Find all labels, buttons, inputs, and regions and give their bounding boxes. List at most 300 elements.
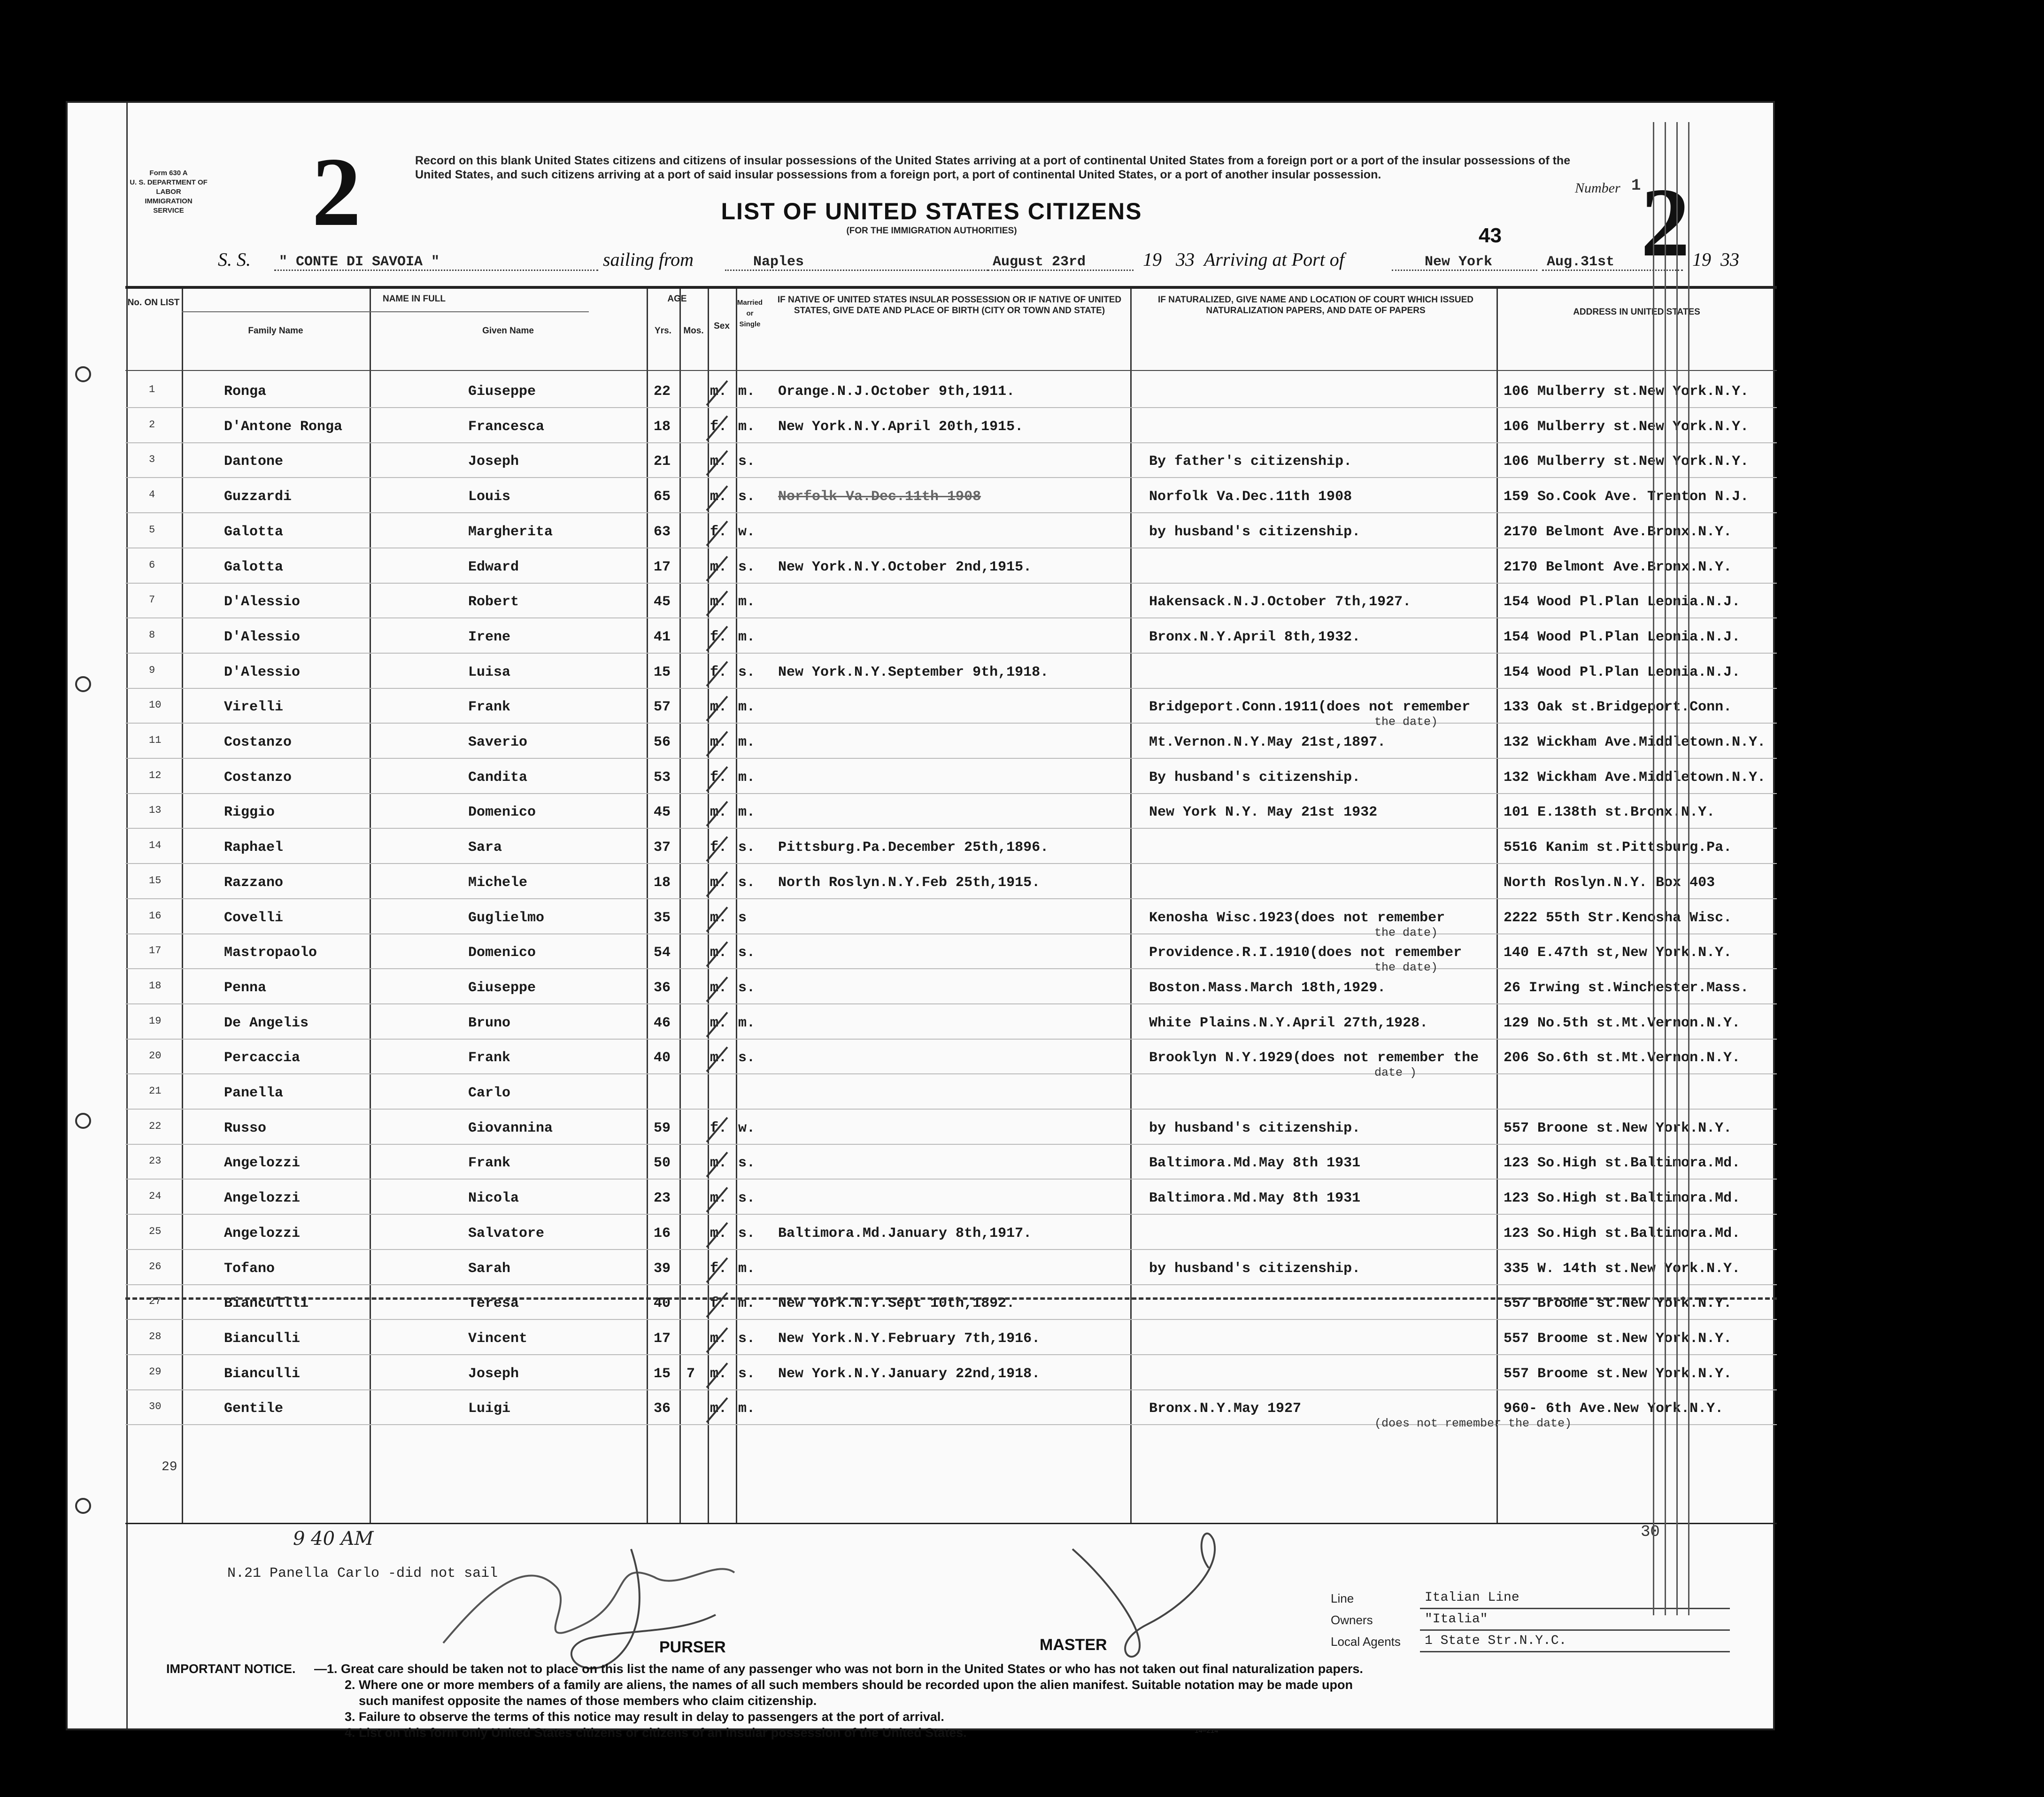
sex: m.	[710, 489, 727, 505]
family-name: Percaccia	[224, 1050, 301, 1066]
table-row	[125, 583, 1777, 618]
sex: m.	[710, 1015, 727, 1031]
notice-2: 2. Where one or more members of a family are aliens, the names of all such members should be recorded upon the alien manifest. Suitable notation may be made upon	[345, 1678, 1353, 1692]
given-name: Michele	[468, 874, 528, 891]
sex: m.	[710, 910, 727, 926]
marital-status: s.	[738, 840, 756, 856]
page-edge	[1665, 122, 1666, 1615]
sex: f.	[710, 418, 727, 435]
void-line	[125, 1297, 1777, 1300]
marital-status: m.	[738, 1296, 756, 1312]
notice-3: 3. Failure to observe the terms of this notice may result in delay to passengers at the port of arrival.	[345, 1710, 944, 1724]
family-name: Guzzardi	[224, 489, 292, 505]
notice-title: IMPORTANT NOTICE.	[166, 1662, 296, 1676]
given-name: Carlo	[468, 1085, 511, 1101]
family-name: Riggio	[224, 804, 275, 821]
naturalization: Bronx.N.Y.May 1927	[1149, 1401, 1302, 1417]
age-years: 45	[654, 594, 671, 610]
row-number: 16	[149, 910, 162, 922]
check-mark	[703, 1148, 731, 1180]
marital-status: w.	[738, 1120, 756, 1136]
sheet-code: 43	[1479, 224, 1502, 247]
check-mark	[703, 1288, 731, 1321]
row-number: 30	[149, 1401, 162, 1413]
age-years: 53	[654, 769, 671, 786]
given-name: Irene	[468, 629, 511, 645]
marital-status: m.	[738, 418, 756, 435]
given-name: Joseph	[468, 454, 519, 470]
given-name: Saverio	[468, 734, 528, 750]
form-number: Form 630 A	[149, 169, 188, 177]
table-row	[125, 1179, 1777, 1215]
check-mark	[703, 481, 731, 514]
given-name: Domenico	[468, 945, 536, 961]
family-name: Razzano	[224, 874, 284, 891]
age-years: 23	[654, 1190, 671, 1207]
address: 2222 55th Str.Kenosha Wisc.	[1504, 910, 1732, 926]
notice-2-cont: such manifest opposite the names of those members who claim citizenship.	[359, 1694, 817, 1708]
family-name: Mastropaolo	[224, 945, 317, 961]
age-years: 22	[654, 384, 671, 400]
address: 106 Mulberry st.New York.N.Y.	[1504, 384, 1749, 400]
stacked-page-edges	[1643, 122, 1700, 1615]
marital-status: s.	[738, 1050, 756, 1066]
birth-place-date: New York.N.Y.Sept 10th,1892.	[778, 1296, 1015, 1312]
table-row	[125, 1039, 1777, 1080]
table-row	[125, 408, 1777, 443]
arrival-date: Aug.31st	[1547, 254, 1615, 270]
row-number: 11	[149, 734, 162, 746]
naturalization: White Plains.N.Y.April 27th,1928.	[1149, 1015, 1428, 1031]
given-name: Sara	[468, 840, 502, 856]
family-name: Galotta	[224, 559, 284, 575]
naturalization-note: the date)	[1374, 925, 1438, 940]
check-mark	[703, 692, 731, 725]
table-row	[125, 758, 1777, 794]
row-number: 21	[149, 1085, 162, 1097]
agents-label: Local Agents	[1331, 1635, 1401, 1649]
row-number: 8	[149, 629, 155, 641]
sex: m.	[710, 734, 727, 750]
col-sex: Sex	[714, 321, 730, 331]
form-info	[129, 169, 208, 216]
row-number: 19	[149, 1015, 162, 1027]
notice-1: —1. Great care should be taken not to place on this list the name of any passenger who was not born in the United States or who has not taken out final naturalization papers.	[314, 1662, 1363, 1676]
page-edge	[1653, 122, 1654, 1615]
col-yrs: Yrs.	[655, 326, 671, 336]
birth-place-date: Norfolk Va.Dec.11th 1908	[778, 489, 981, 505]
age-years: 35	[654, 910, 671, 926]
family-name: Bianculli	[224, 1330, 301, 1347]
check-mark	[703, 727, 731, 760]
birth-place-date: Orange.N.J.October 9th,1911.	[778, 384, 1015, 400]
marital-status: s.	[738, 489, 756, 505]
passenger-table	[125, 286, 1777, 1524]
col-naturalized: IF NATURALIZED, GIVE NAME AND LOCATION OF COURT WHICH ISSUED NATURALIZATION PAPERS, AND DATE OF PAPERS	[1157, 295, 1473, 316]
birth-place-date: Pittsburg.Pa.December 25th,1896.	[778, 840, 1049, 856]
row-number: 9	[149, 664, 155, 676]
sex: f.	[710, 629, 727, 645]
naturalization: Baltimora.Md.May 8th 1931	[1149, 1190, 1361, 1207]
birth-place-date: New York.N.Y.February 7th,1916.	[778, 1330, 1041, 1347]
age-years: 56	[654, 734, 671, 750]
notice-4: 4. List on this form only United States citizens or citizens of an insular possession of the United States.	[345, 1726, 967, 1740]
given-name: Salvatore	[468, 1225, 545, 1242]
given-name: Teresa	[468, 1296, 519, 1312]
intro-text: Record on this blank United States citizens and citizens of insular possessions of the United States arriving at a port of continental United States from a foreign port or a port of the insular possessions of the United States, and such citizens arriving at a port of said insular possessions from a foreign port, a port of continental United States, or a port of another insular possession.	[415, 154, 1571, 181]
age-years: 21	[654, 454, 671, 470]
table-row	[125, 513, 1777, 548]
address: 154 Wood Pl.Plan Leonia.N.J.	[1504, 629, 1741, 645]
left-margin	[68, 103, 128, 1728]
header-subline	[182, 311, 589, 312]
table-row	[125, 1144, 1777, 1180]
naturalization: by husband's citizenship.	[1149, 1120, 1361, 1136]
given-name: Luisa	[468, 664, 511, 680]
sex: m.	[710, 979, 727, 996]
row-number: 20	[149, 1050, 162, 1062]
ss-label: S. S.	[218, 249, 251, 270]
table-row	[125, 1319, 1777, 1355]
naturalization: Kenosha Wisc.1923(does not remember	[1149, 910, 1445, 926]
did-not-sail-note: N.21 Panella Carlo -did not sail	[227, 1566, 498, 1581]
col-age: AGE	[667, 294, 687, 304]
binder-hole	[75, 366, 91, 382]
table-row	[125, 548, 1777, 584]
check-mark	[703, 1358, 731, 1391]
port-line	[1392, 270, 1537, 271]
col-address: ADDRESS IN UNITED STATES	[1573, 307, 1700, 317]
naturalization: Bronx.N.Y.April 8th,1932.	[1149, 629, 1361, 645]
row-number: 22	[149, 1120, 162, 1132]
row-number: 4	[149, 489, 155, 501]
sex: m.	[710, 454, 727, 470]
table-row	[125, 1389, 1777, 1431]
row-number: 13	[149, 804, 162, 817]
age-years: 63	[654, 524, 671, 540]
row-number: 25	[149, 1225, 162, 1237]
family-name: Angelozzi	[224, 1190, 301, 1207]
birth-place-date: New York.N.Y.April 20th,1915.	[778, 418, 1024, 435]
family-name: Dantone	[224, 454, 284, 470]
family-name: Bianculli	[224, 1365, 301, 1382]
check-mark	[703, 1253, 731, 1286]
family-name: D'Alessio	[224, 594, 301, 610]
header-bottom	[125, 370, 1777, 371]
check-mark	[703, 867, 731, 900]
page-edge	[1676, 122, 1678, 1615]
family-name: Penna	[224, 979, 267, 996]
table-row	[125, 933, 1777, 975]
row-number: 28	[149, 1330, 162, 1342]
arriving-label: Arriving at Port of	[1204, 249, 1344, 270]
age-years: 36	[654, 1401, 671, 1417]
check-mark	[703, 797, 731, 830]
year-prefix: 19	[1143, 249, 1162, 270]
address: 132 Wickham Ave.Middletown.N.Y.	[1504, 734, 1766, 750]
row-number: 27	[149, 1296, 162, 1308]
age-years: 50	[654, 1155, 671, 1172]
age-years: 15	[654, 664, 671, 680]
sex: m.	[710, 1155, 727, 1172]
row-number: 29	[149, 1365, 162, 1378]
naturalization-note: (does not remember the date)	[1374, 1417, 1572, 1431]
sex: f.	[710, 1120, 727, 1136]
check-mark	[703, 411, 731, 444]
age-years: 45	[654, 804, 671, 821]
sex: f.	[710, 524, 727, 540]
check-mark	[703, 972, 731, 1005]
given-name: Giuseppe	[468, 979, 536, 996]
row-number: 18	[149, 979, 162, 992]
sex: f.	[710, 840, 727, 856]
col-birth: IF NATIVE OF UNITED STATES INSULAR POSSESSION OR IF NATIVE OF UNITED STATES, GIVE DATE AND PLACE OF BIRTH (CITY OR TOWN AND STATE)	[777, 295, 1122, 316]
given-name: Frank	[468, 1050, 511, 1066]
given-name: Louis	[468, 489, 511, 505]
address: 206 So.6th st.Mt.Vernon.N.Y.	[1504, 1050, 1741, 1066]
sex: m.	[710, 384, 727, 400]
master-label: MASTER	[1040, 1636, 1107, 1654]
marital-status: s	[738, 910, 747, 926]
given-name: Robert	[468, 594, 519, 610]
arrival-year-prefix: 19	[1692, 249, 1711, 270]
service-name: IMMIGRATION SERVICE	[145, 197, 193, 215]
check-mark	[703, 1218, 731, 1251]
number-label: Number	[1575, 180, 1620, 196]
page-subtitle: (FOR THE IMMIGRATION AUTHORITIES)	[846, 226, 1017, 236]
address: 101 E.138th st.Bronx.N.Y.	[1504, 804, 1715, 821]
address: 140 E.47th st,New York.N.Y.	[1504, 945, 1732, 961]
check-mark	[703, 1042, 731, 1075]
table-row	[125, 793, 1777, 829]
family-name: Russo	[224, 1120, 267, 1136]
address: 335 W. 14th st.New York.N.Y.	[1504, 1260, 1741, 1277]
ship-name: " CONTE DI SAVOIA "	[279, 254, 440, 270]
family-name: Galotta	[224, 524, 284, 540]
marital-status: w.	[738, 524, 756, 540]
given-name: Guglielmo	[468, 910, 545, 926]
check-mark	[703, 657, 731, 690]
check-mark	[703, 762, 731, 795]
given-name: Frank	[468, 1155, 511, 1172]
marital-status: s.	[738, 559, 756, 575]
given-name: Sarah	[468, 1260, 511, 1277]
sex: f.	[710, 769, 727, 786]
marital-status: s.	[738, 1365, 756, 1382]
given-name: Luigi	[468, 1401, 511, 1417]
table-row	[125, 688, 1777, 729]
address: 557 Broome st.New York.N.Y.	[1504, 1296, 1732, 1312]
table-row	[125, 1074, 1777, 1110]
binder-hole	[75, 1498, 91, 1514]
address: 129 No.5th st.Mt.Vernon.N.Y.	[1504, 1015, 1741, 1031]
naturalization: New York N.Y. May 21st 1932	[1149, 804, 1378, 821]
given-name: Giovannina	[468, 1120, 553, 1136]
address: 5516 Kanim st.Pittsburg.Pa.	[1504, 840, 1732, 856]
age-years: 39	[654, 1260, 671, 1277]
age-years: 41	[654, 629, 671, 645]
line-label: Line	[1331, 1591, 1354, 1605]
page-count: 30	[1641, 1523, 1660, 1541]
col-name-in-full: NAME IN FULL	[382, 294, 446, 304]
naturalization: by husband's citizenship.	[1149, 524, 1361, 540]
row-number: 24	[149, 1190, 162, 1203]
marital-status: m.	[738, 594, 756, 610]
sex: m.	[710, 594, 727, 610]
bottom-count: 29	[162, 1460, 177, 1474]
table-row	[125, 1109, 1777, 1145]
table-row	[125, 864, 1777, 899]
marital-status: m.	[738, 384, 756, 400]
table-row	[125, 969, 1777, 1004]
date-line	[988, 270, 1134, 271]
row-number: 7	[149, 594, 155, 606]
check-mark	[703, 1393, 731, 1426]
col-given: Given Name	[482, 326, 534, 336]
age-years: 18	[654, 874, 671, 891]
binder-hole	[75, 676, 91, 692]
address: 154 Wood Pl.Plan Leonia.N.J.	[1504, 664, 1741, 680]
check-mark	[703, 832, 731, 865]
address: 123 So.High st.Baltimora.Md.	[1504, 1225, 1741, 1242]
family-name: Gentile	[224, 1401, 284, 1417]
family-name: D'Alessio	[224, 629, 301, 645]
check-mark	[703, 446, 731, 479]
age-years: 15	[654, 1365, 671, 1382]
marital-status: s.	[738, 1190, 756, 1207]
age-years: 46	[654, 1015, 671, 1031]
naturalization-note: date )	[1374, 1066, 1417, 1080]
age-years: 18	[654, 418, 671, 435]
owners-label: Owners	[1331, 1613, 1373, 1627]
sex: m.	[710, 945, 727, 961]
table-row	[125, 1004, 1777, 1040]
marital-status: m.	[738, 699, 756, 716]
marital-status: m.	[738, 769, 756, 786]
sailing-line	[725, 270, 988, 271]
sex: m.	[710, 1401, 727, 1417]
family-name: Panella	[224, 1085, 284, 1101]
given-name: Edward	[468, 559, 519, 575]
time-note: 9 40 AM	[293, 1528, 374, 1550]
naturalization: Baltimora.Md.May 8th 1931	[1149, 1155, 1361, 1172]
check-mark	[703, 1113, 731, 1146]
marital-status: s.	[738, 979, 756, 996]
given-name: Francesca	[468, 418, 545, 435]
purser-label: PURSER	[659, 1638, 726, 1656]
age-years: 16	[654, 1225, 671, 1242]
table-row	[125, 1355, 1777, 1390]
col-no: No. ON LIST	[127, 298, 180, 308]
age-years: 54	[654, 945, 671, 961]
given-name: Domenico	[468, 804, 536, 821]
row-number: 17	[149, 945, 162, 957]
agents-value: 1 State Str.N.Y.C.	[1425, 1634, 1567, 1648]
address: 132 Wickham Ave.Middletown.N.Y.	[1504, 769, 1766, 786]
sex: f.	[710, 1260, 727, 1277]
row-number: 23	[149, 1155, 162, 1167]
naturalization-note: the date)	[1374, 715, 1438, 729]
address: 123 So.High st.Baltimora.Md.	[1504, 1190, 1741, 1207]
birth-place-date: New York.N.Y.January 22nd,1918.	[778, 1365, 1041, 1382]
age-years: 40	[654, 1296, 671, 1312]
age-months: 7	[686, 1365, 695, 1382]
number-value: 1	[1631, 177, 1641, 195]
address: 26 Irwing st.Winchester.Mass.	[1504, 979, 1749, 996]
table-row	[125, 1284, 1777, 1320]
marital-status: s.	[738, 1225, 756, 1242]
sex: m.	[710, 1365, 727, 1382]
address: 106 Mulberry st.New York.N.Y.	[1504, 454, 1749, 470]
table-row	[125, 442, 1777, 478]
naturalization: Brooklyn N.Y.1929(does not remember the	[1149, 1050, 1479, 1066]
age-years: 40	[654, 1050, 671, 1066]
owners-underline	[1420, 1629, 1730, 1631]
address: 960- 6th Ave.New York.N.Y.	[1504, 1401, 1724, 1417]
given-name: Nicola	[468, 1190, 519, 1207]
marital-status: s.	[738, 874, 756, 891]
marital-status: s.	[738, 945, 756, 961]
address: 154 Wood Pl.Plan Leonia.N.J.	[1504, 594, 1741, 610]
address: 557 Broome st.New York.N.Y.	[1504, 1365, 1732, 1382]
marital-status: s.	[738, 454, 756, 470]
table-row	[125, 1214, 1777, 1250]
naturalization-note: the date)	[1374, 961, 1438, 975]
address: North Roslyn.N.Y. Box 403	[1504, 874, 1715, 891]
check-mark	[703, 1323, 731, 1356]
naturalization: Providence.R.I.1910(does not remember	[1149, 945, 1462, 961]
given-name: Margherita	[468, 524, 553, 540]
check-mark	[703, 1008, 731, 1041]
footer	[68, 1521, 1773, 1740]
row-number: 10	[149, 699, 162, 711]
address: 133 Oak st.Bridgeport.Conn.	[1504, 699, 1732, 716]
check-mark	[703, 517, 731, 549]
agents-underline	[1420, 1651, 1730, 1652]
row-number: 3	[149, 454, 155, 466]
naturalization: by husband's citizenship.	[1149, 1260, 1361, 1277]
age-years: 65	[654, 489, 671, 505]
marital-status: s.	[738, 1155, 756, 1172]
family-name: Raphael	[224, 840, 284, 856]
table-row	[125, 899, 1777, 940]
naturalization: Boston.Mass.March 18th,1929.	[1149, 979, 1386, 996]
sex: m.	[710, 699, 727, 716]
given-name: Vincent	[468, 1330, 528, 1347]
purser-signature	[434, 1530, 763, 1681]
address: 557 Broome st.New York.N.Y.	[1504, 1330, 1732, 1347]
naturalization: By father's citizenship.	[1149, 454, 1352, 470]
age-years: 17	[654, 1330, 671, 1347]
naturalization: Hakensack.N.J.October 7th,1927.	[1149, 594, 1412, 610]
marital-status: m.	[738, 1260, 756, 1277]
row-number: 14	[149, 840, 162, 852]
row-number: 12	[149, 769, 162, 781]
family-name: D'Alessio	[224, 664, 301, 680]
row-number: 6	[149, 559, 155, 571]
age-years: 59	[654, 1120, 671, 1136]
marital-status: m.	[738, 804, 756, 821]
marital-status: m.	[738, 629, 756, 645]
marital-status: m.	[738, 1401, 756, 1417]
family-name: Covelli	[224, 910, 284, 926]
print-code: 14—214	[1195, 1728, 1219, 1735]
family-name: D'Antone Ronga	[224, 418, 343, 435]
list-class-number-right: 2	[1641, 168, 1690, 277]
check-mark	[703, 902, 731, 935]
family-name: Virelli	[224, 699, 284, 716]
birth-place-date: New York.N.Y.September 9th,1918.	[778, 664, 1049, 680]
